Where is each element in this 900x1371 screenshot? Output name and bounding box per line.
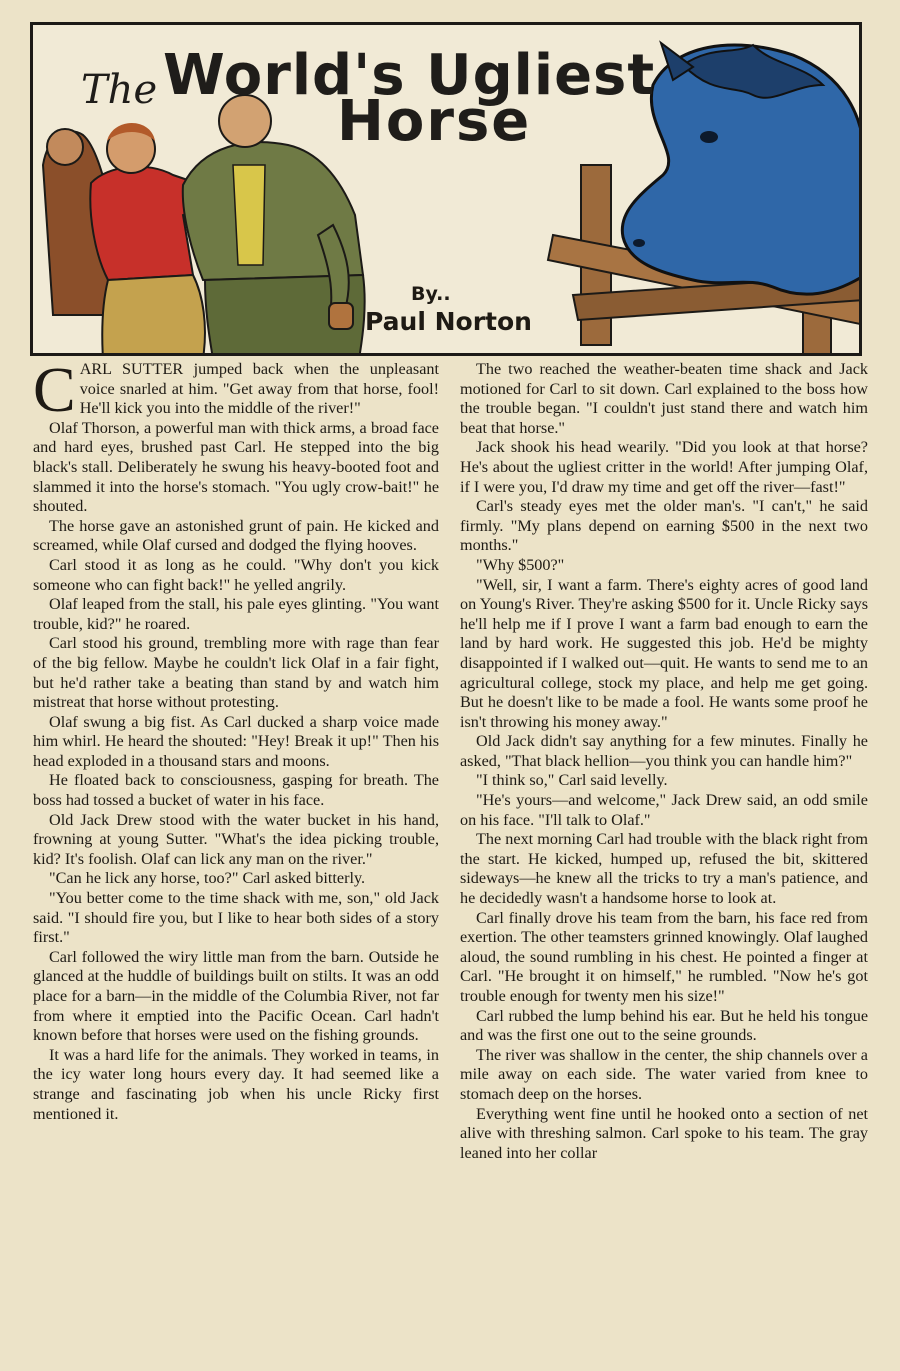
paragraph: Everything went fine until he hooked onto a section of net alive with threshing salmon. Carl spoke to his team. The gray leaned into her collar [460, 1104, 868, 1162]
title-the: The [81, 67, 158, 113]
paragraph: "Well, sir, I want a farm. There's eighty acres of good land on Young's River. They're asking $500 for it. Uncle Ricky says he'll help me if I prove I want a farm bad enough to earn the land by hard work. He suggested this job. He'd be mighty disappointed if I walked out—quit. He wants to send me to an agricultural college, stock my place, and help me get going. But he doesn't like to be made a fool. He wants some proof he isn't throwing his money away." [460, 575, 868, 731]
paragraph: Old Jack didn't say anything for a few minutes. Finally he asked, "That black hellion—you think you can handle him?" [460, 732, 868, 770]
man-olive-shirt [233, 165, 265, 265]
paragraph: The river was shallow in the center, the ship channels over a mile away on each side. The water varied from knee to stomach deep on the horses. [460, 1045, 868, 1103]
paragraph: "Can he lick any horse, too?" Carl asked bitterly. [49, 869, 366, 888]
paragraph: "You better come to the time shack with me, son," old Jack said. "I should fire you, but I like to hear both sides of a story first." [33, 889, 439, 947]
paragraph: The next morning Carl had trouble with the black right from the start. He kicked, humped up, refused the bit, skittered sideways—he knew all the tricks to try a man's patience, and he decidedly wasn't a handsome horse to look at. [460, 830, 868, 908]
paragraph: "He's yours—and welcome," Jack Drew said, an odd smile on his face. "I'll talk to Olaf." [460, 791, 868, 829]
text-column-left [33, 360, 439, 1345]
man-brown-head [47, 129, 83, 165]
paragraph: The horse gave an astonished grunt of pain. He kicked and screamed, while Olaf cursed and dodged the flying hooves. [33, 516, 439, 555]
paragraph-text: ARL SUTTER jumped back when the unpleasant voice snarled at him. "Get away from that horse, fool! He'll kick you into the middle of the river!" [79, 360, 439, 418]
horse-eye [700, 131, 718, 143]
byline-author: Paul Norton [365, 307, 532, 336]
paragraph: Carl stood his ground, trembling more with rage than fear of the big fellow. Maybe he couldn't lick Olaf in a fair fight, but he'd rather take a beating than stand by and watch him mistreat that horse without protesting. [33, 634, 439, 712]
title-illustration-panel [30, 22, 862, 356]
drop-cap: C [33, 360, 76, 425]
paragraph: Carl rubbed the lump behind his ear. But he held his tongue and was the first one out to the seine grounds. [460, 1006, 868, 1045]
story-title: World's Ugliest [163, 43, 656, 108]
paragraph: Carl finally drove his team from the barn, his face red from exertion. The other teamsters grinned knowingly. Olaf laughed aloud, the sound rumbling in his chest. He pointed a finger at Carl. "He brought it on himself," he rumbled. "Now he's got trouble enough for twenty men his size!" [460, 908, 868, 1005]
paragraph: Carl stood it as long as he could. "Why don't you kick someone who can fight back!" he yelled angrily. [33, 555, 439, 594]
paragraph: He floated back to consciousness, gasping for breath. The boss had tossed a bucket of water in his face. [33, 771, 439, 810]
man-red-legs [102, 275, 205, 356]
paragraph: Olaf Thorson, a powerful man with thick arms, a broad face and hard eyes, brushed past Carl. He stepped into the big black's stall. Deliberately he swung his heavy-booted foot and slammed it into the horse's stomach. "You ugly crow-bait!" he shouted. [33, 418, 439, 516]
paragraph: "I think so," Carl said levelly. [476, 771, 668, 790]
paragraph: Jack shook his head wearily. "Did you look at that horse? He's about the ugliest critter in the world! After jumping Olaf, if I were you, I'd draw my time and get off the river—fast!" [460, 438, 868, 496]
paragraph [33, 360, 439, 425]
story-title-horse: Horse [337, 89, 532, 154]
byline-by: By.. [411, 283, 451, 305]
man-olive-glove [329, 303, 353, 329]
text-column-right [460, 360, 868, 1345]
paragraph: Carl followed the wiry little man from the barn. Outside he glanced at the huddle of buildings built on stilts. It was an odd place for a barn—in the middle of the Columbia River, not far from where it emptied into the Pacific Ocean. Carl hadn't known before that horses were used on the fishing grounds. [33, 947, 439, 1045]
paragraph: "Why $500?" [476, 555, 565, 574]
horse-nostril [633, 239, 645, 247]
paragraph: The two reached the weather-beaten time shack and Jack motioned for Carl to sit down. Carl explained to the boss how the trouble began. "I couldn't just stand there and watch him beat that horse." [460, 360, 868, 437]
paragraph: It was a hard life for the animals. They worked in teams, in the icy water long hours every day. It had seemed like a strange and fascinating job when his uncle Ricky first mentioned it. [33, 1045, 439, 1123]
paragraph: Carl's steady eyes met the older man's. "I can't," he said firmly. "My plans depend on earning $500 in the next two months." [460, 497, 868, 555]
paragraph: Old Jack Drew stood with the water bucket in his hand, frowning at young Sutter. "What's the idea picking trouble, kid? It's foolish. Olaf can lick any man on the river." [33, 810, 439, 868]
paragraph: Olaf leaped from the stall, his pale eyes glinting. "You want trouble, kid?" he roared. [33, 595, 439, 633]
paragraph: Olaf swung a big fist. As Carl ducked a sharp voice made him whirl. He heard the shouted: "Hey! Break it up!" Then his head exploded in a thousand stars and moons. [33, 712, 439, 770]
